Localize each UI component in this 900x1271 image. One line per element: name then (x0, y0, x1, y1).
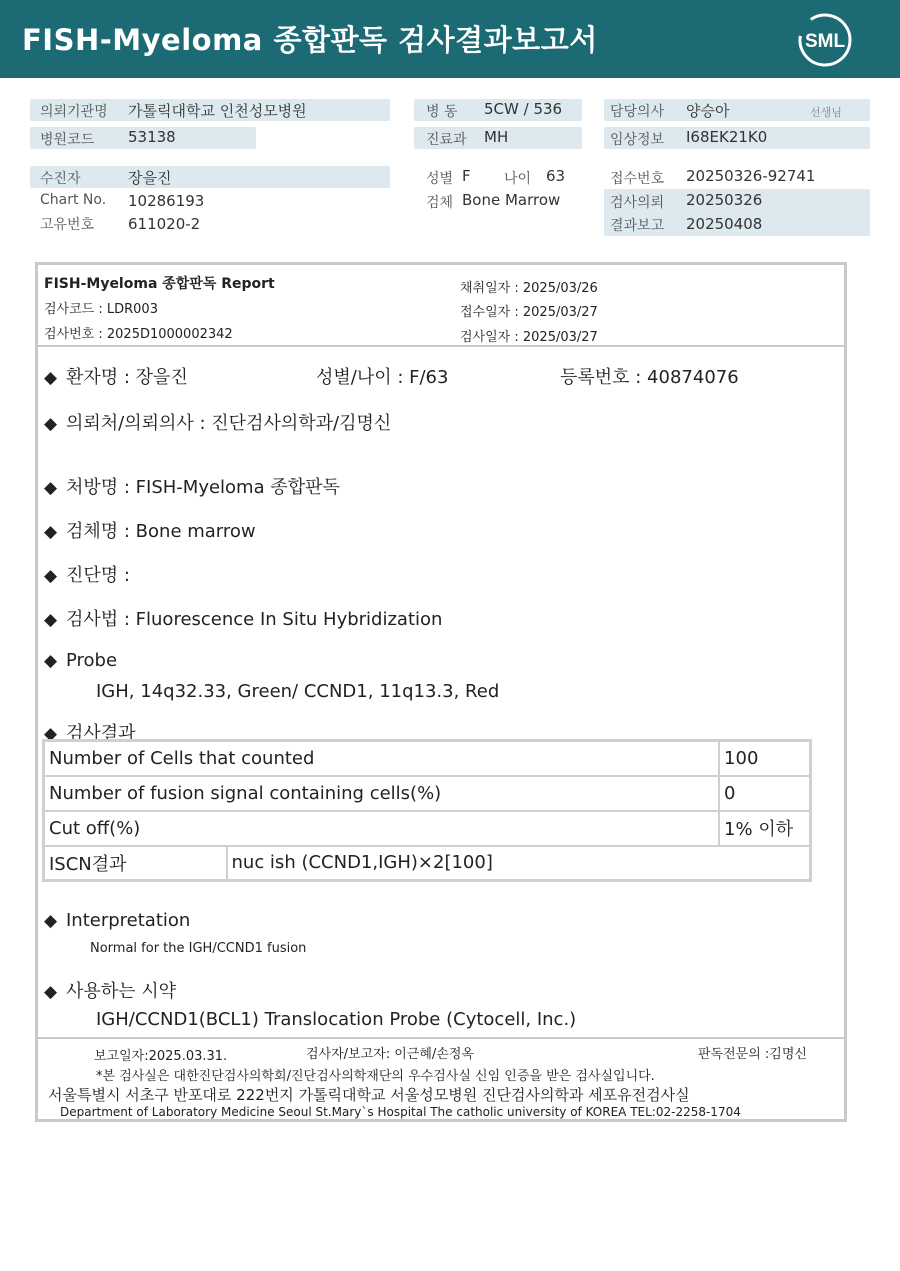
doctor-suffix: 선생님 (810, 106, 842, 119)
sml-logo (796, 11, 854, 69)
diamond-icon: ◆ (44, 566, 58, 586)
hospital-code-label: 병원코드 (40, 132, 95, 148)
institution-value: 가톨릭대학교 인천성모병원 (128, 102, 307, 120)
report-box (35, 262, 847, 1122)
reagent-line: ◆ 사용하는 시약 (44, 981, 177, 1002)
diamond-icon: ◆ (44, 911, 58, 931)
patient-label: 수진자 (40, 171, 81, 187)
address: 서울특별시 서초구 반포대로 222번지 가톨릭대학교 서울성모병원 진단검사의학과 세포유전검사실 (48, 1086, 690, 1104)
header-bar (0, 0, 900, 78)
patient-value: 장을진 (128, 169, 172, 187)
patient-line: ◆ 환자명 : 장을진 (44, 367, 188, 388)
cell-label: Cut off(%) (44, 811, 720, 846)
probe-line: ◆ Probe (44, 650, 118, 671)
diamond-icon: ◆ (44, 651, 58, 671)
institution-label: 의뢰기관명 (40, 104, 108, 120)
cell-value: 1% 이하 (719, 811, 810, 846)
table-row (44, 846, 811, 881)
sex-value: F (462, 167, 471, 185)
diamond-icon: ◆ (44, 478, 58, 498)
doctor-value: 양승아 (686, 102, 730, 120)
clinical-value: I68EK21K0 (686, 128, 768, 146)
diamond-icon: ◆ (44, 610, 58, 630)
sex-label: 성별 (426, 171, 454, 187)
probe-detail: IGH, 14q32.33, Green/ CCND1, 11q13.3, Red (96, 681, 500, 702)
order-line: ◆ 처방명 : FISH-Myeloma 종합판독 (44, 477, 340, 498)
chart-label: Chart No. (40, 192, 107, 208)
receive-date: 접수일자 : 2025/03/27 (460, 305, 598, 320)
diamond-icon: ◆ (44, 522, 58, 542)
table-row (44, 741, 811, 776)
report-date: 보고일자:2025.03.31. (94, 1049, 228, 1064)
ward-value: 5CW / 536 (484, 100, 563, 118)
table-row (44, 776, 811, 811)
clinical-label: 임상정보 (610, 132, 665, 148)
test-date: 검사일자 : 2025/03/27 (460, 330, 598, 345)
english-address: Department of Laboratory Medicine Seoul St.Mary`s Hospital The catholic university of KOREA TEL:02-2258-1704 (60, 1105, 741, 1119)
result-table (42, 739, 812, 882)
test-number: 검사번호 : 2025D1000002342 (44, 327, 233, 342)
test-code: 검사코드 : LDR003 (44, 302, 158, 317)
request-label: 검사의뢰 (610, 195, 665, 211)
table-row (44, 811, 811, 846)
interpretation-line: ◆ Interpretation (44, 910, 191, 931)
ward-label: 병 동 (426, 104, 458, 120)
request-value: 20250326 (686, 191, 763, 209)
cell-label: Number of Cells that counted (44, 741, 720, 776)
tester: 검사자/보고자: 이근혜/손정옥 (306, 1047, 474, 1062)
receipt-label: 접수번호 (610, 171, 665, 187)
interpretation-text: Normal for the IGH/CCND1 fusion (90, 941, 307, 956)
reagent-text: IGH/CCND1(BCL1) Translocation Probe (Cytocell, Inc.) (96, 1009, 577, 1030)
result-heading: ◆ 검사결과 (44, 723, 136, 744)
cell-value: 100 (719, 741, 810, 776)
dept-label: 진료과 (426, 132, 467, 148)
certification: *본 검사실은 대한진단검사의학회/진단검사의학재단의 우수검사실 신임 인증을 받은 검사실입니다. (96, 1069, 655, 1084)
specialist: 판독전문의 :김명신 (698, 1047, 807, 1062)
doctor-label: 담당의사 (610, 104, 665, 120)
page-title: FISH-Myeloma 종합판독 검사결과보고서 (22, 23, 598, 57)
diamond-icon: ◆ (44, 724, 58, 744)
chart-value: 10286193 (128, 192, 205, 210)
diamond-icon: ◆ (44, 982, 58, 1002)
unique-value: 611020-2 (128, 215, 201, 233)
diamond-icon: ◆ (44, 368, 58, 388)
report-title: FISH-Myeloma 종합판독 Report (44, 276, 275, 292)
referral-line: ◆ 의뢰처/의뢰의사 : 진단검사의학과/김명신 (44, 413, 392, 434)
specimen-value: Bone Marrow (462, 191, 561, 209)
age-label: 나이 (504, 171, 532, 187)
cell-value: 0 (719, 776, 810, 811)
specimen-line: ◆ 검체명 : Bone marrow (44, 521, 256, 542)
iscn-label: ISCN결과 (44, 846, 227, 881)
patient-row (30, 166, 390, 188)
result-value: 20250408 (686, 215, 763, 233)
hospital-code-value: 53138 (128, 128, 176, 146)
cell-label: Number of fusion signal containing cells(%) (44, 776, 720, 811)
specimen-label: 검체 (426, 195, 454, 211)
receipt-value: 20250326-92741 (686, 167, 816, 185)
collect-date: 채취일자 : 2025/03/26 (460, 281, 598, 296)
diamond-icon: ◆ (44, 414, 58, 434)
result-label: 결과보고 (610, 218, 665, 234)
diagnosis-line: ◆ 진단명 : (44, 565, 130, 586)
report-footer (38, 1037, 844, 1119)
reg-line: 등록번호 : 40874076 (560, 367, 739, 388)
unique-label: 고유번호 (40, 217, 95, 233)
dept-value: MH (484, 128, 509, 146)
logo-text: SML (804, 31, 846, 52)
sexage-line: 성별/나이 : F/63 (316, 367, 449, 388)
iscn-value: nuc ish (CCND1,IGH)×2[100] (227, 846, 811, 881)
age-value: 63 (546, 167, 566, 185)
report-header (38, 265, 844, 347)
method-line: ◆ 검사법 : Fluorescence In Situ Hybridization (44, 609, 443, 630)
